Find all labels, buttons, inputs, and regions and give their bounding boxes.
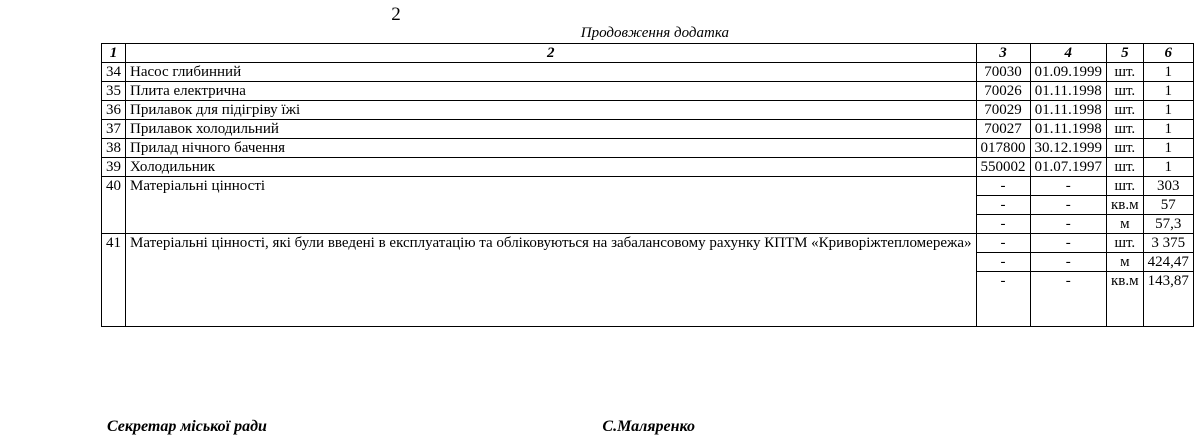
table-row — [102, 234, 1194, 253]
inventory-number: - — [976, 272, 1030, 327]
inventory-number: 70030 — [976, 63, 1030, 82]
item-name: Прилавок холодильний — [126, 120, 977, 139]
unit: шт. — [1107, 158, 1144, 177]
commission-date: - — [1030, 272, 1107, 327]
column-header: 1 — [102, 44, 126, 63]
commission-date: 01.07.1997 — [1030, 158, 1107, 177]
table-row — [102, 139, 1194, 158]
unit: шт. — [1107, 120, 1144, 139]
commission-date: 01.11.1998 — [1030, 82, 1107, 101]
unit: м — [1107, 253, 1144, 272]
unit: м — [1107, 215, 1144, 234]
page-number: 2 — [391, 4, 401, 25]
item-name: Матеріальні цінності, які були введені в експлуатацію та обліковуються на забалансовому рахунку КПТМ «Криворіжтепломережа» — [126, 234, 977, 327]
unit: шт. — [1107, 177, 1144, 196]
commission-date: - — [1030, 215, 1107, 234]
inventory-number: 70027 — [976, 120, 1030, 139]
item-name: Прилавок для підігріву їжі — [126, 101, 977, 120]
commission-date: - — [1030, 253, 1107, 272]
quantity: 57 — [1143, 196, 1193, 215]
inventory-number: 70026 — [976, 82, 1030, 101]
inventory-number: 550002 — [976, 158, 1030, 177]
commission-date: - — [1030, 196, 1107, 215]
commission-date: 30.12.1999 — [1030, 139, 1107, 158]
table-row — [102, 82, 1194, 101]
signatory-position: Секретар міської ради — [107, 418, 267, 435]
quantity: 57,3 — [1143, 215, 1193, 234]
quantity: 1 — [1143, 158, 1193, 177]
item-name: Прилад нічного бачення — [126, 139, 977, 158]
commission-date: 01.11.1998 — [1030, 101, 1107, 120]
appendix-table — [101, 43, 1194, 327]
commission-date: - — [1030, 177, 1107, 196]
table-row — [102, 158, 1194, 177]
row-number: 34 — [102, 63, 126, 82]
unit: шт. — [1107, 139, 1144, 158]
row-number: 39 — [102, 158, 126, 177]
unit: кв.м — [1107, 272, 1144, 327]
inventory-number: - — [976, 196, 1030, 215]
row-number: 38 — [102, 139, 126, 158]
item-name: Плита електрична — [126, 82, 977, 101]
signatory-name: С.Маляренко — [602, 418, 695, 435]
unit: шт. — [1107, 234, 1144, 253]
quantity: 1 — [1143, 120, 1193, 139]
unit: кв.м — [1107, 196, 1144, 215]
item-name: Насос глибинний — [126, 63, 977, 82]
item-name: Холодильник — [126, 158, 977, 177]
unit: шт. — [1107, 63, 1144, 82]
row-number: 35 — [102, 82, 126, 101]
column-header: 5 — [1107, 44, 1144, 63]
quantity: 1 — [1143, 139, 1193, 158]
row-number: 36 — [102, 101, 126, 120]
table-header-row — [102, 44, 1194, 63]
column-header: 2 — [126, 44, 977, 63]
inventory-number: - — [976, 215, 1030, 234]
quantity: 3 375 — [1143, 234, 1193, 253]
inventory-number: 017800 — [976, 139, 1030, 158]
table-row — [102, 63, 1194, 82]
commission-date: - — [1030, 234, 1107, 253]
quantity: 424,47 — [1143, 253, 1193, 272]
inventory-number: 70029 — [976, 101, 1030, 120]
row-number: 41 — [102, 234, 126, 327]
item-name: Матеріальні цінності — [126, 177, 977, 234]
commission-date: 01.11.1998 — [1030, 120, 1107, 139]
commission-date: 01.09.1999 — [1030, 63, 1107, 82]
table-row — [102, 177, 1194, 196]
table-row — [102, 120, 1194, 139]
inventory-number: - — [976, 253, 1030, 272]
row-number: 37 — [102, 120, 126, 139]
quantity: 143,87 — [1143, 272, 1193, 327]
unit: шт. — [1107, 101, 1144, 120]
unit: шт. — [1107, 82, 1144, 101]
row-number: 40 — [102, 177, 126, 234]
column-header: 4 — [1030, 44, 1107, 63]
column-header: 3 — [976, 44, 1030, 63]
table-row — [102, 101, 1194, 120]
quantity: 303 — [1143, 177, 1193, 196]
quantity: 1 — [1143, 82, 1193, 101]
inventory-number: - — [976, 234, 1030, 253]
quantity: 1 — [1143, 63, 1193, 82]
continuation-label: Продовження додатка — [580, 25, 729, 41]
quantity: 1 — [1143, 101, 1193, 120]
column-header: 6 — [1143, 44, 1193, 63]
inventory-number: - — [976, 177, 1030, 196]
